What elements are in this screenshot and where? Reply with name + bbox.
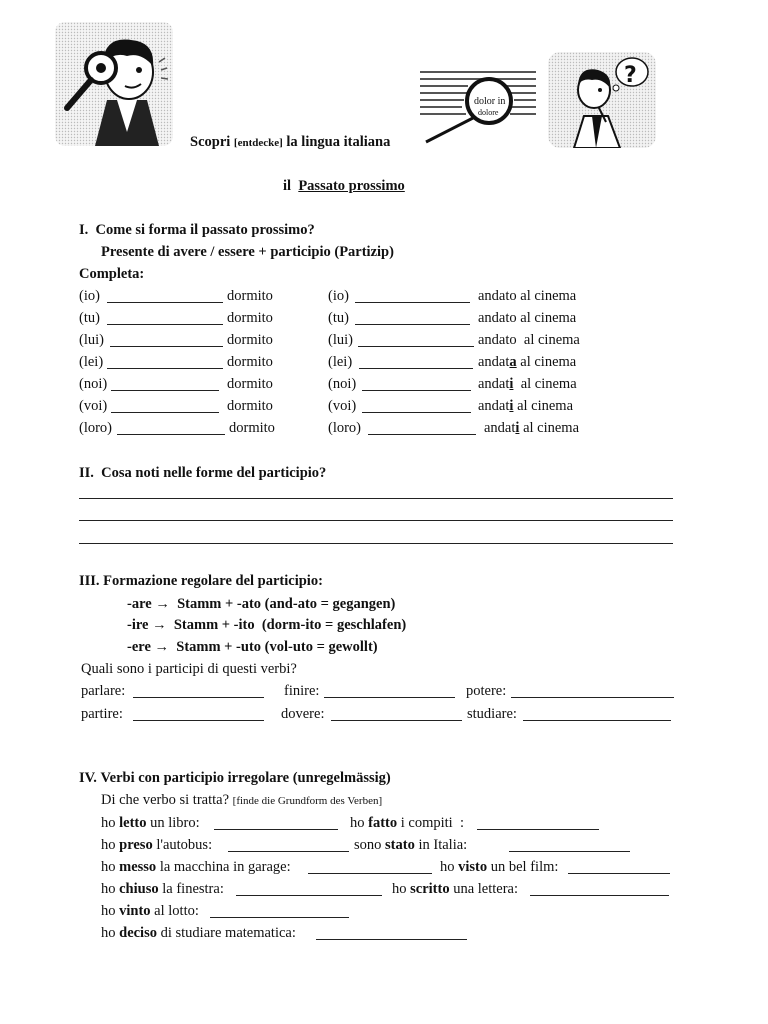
irregular-rest: una lettera: bbox=[453, 881, 519, 897]
right-verb-ending: i bbox=[515, 420, 520, 436]
left-verb: dormito bbox=[227, 398, 273, 414]
right-blank[interactable] bbox=[362, 390, 471, 391]
irregular-aux: ho bbox=[101, 815, 116, 831]
right-pronoun: (voi) bbox=[328, 398, 357, 414]
section4-question-note: [finde die Grundform des Verben] bbox=[232, 795, 383, 807]
svg-text:?: ? bbox=[624, 63, 637, 88]
right-verb-rest: al cinema bbox=[516, 354, 577, 370]
right-verb-stem: andat bbox=[478, 354, 510, 370]
right-verb-stem: andato bbox=[478, 332, 517, 348]
left-blank[interactable] bbox=[111, 412, 219, 413]
magnified-text-illustration bbox=[418, 66, 540, 148]
irregular-blank[interactable] bbox=[568, 873, 670, 874]
right-blank[interactable] bbox=[355, 324, 470, 325]
irregular-item bbox=[101, 881, 224, 898]
answer-line-1[interactable] bbox=[79, 498, 673, 499]
section3-question: Quali sono i participi di questi verbi? bbox=[81, 661, 297, 677]
irregular-rest: un libro: bbox=[150, 815, 200, 831]
irregular-rest: la macchina in garage: bbox=[159, 859, 291, 875]
left-pronoun: (lui) bbox=[79, 332, 104, 348]
left-blank[interactable] bbox=[117, 434, 225, 435]
verb-studiare-blank[interactable] bbox=[523, 720, 671, 721]
thinking-boy-illustration bbox=[548, 52, 656, 148]
verb-potere-label: potere: bbox=[466, 683, 507, 699]
right-blank[interactable] bbox=[362, 412, 471, 413]
section1-heading: I. Come si forma il passato prossimo? bbox=[79, 222, 315, 238]
verb-partire-label: partire: bbox=[81, 706, 123, 722]
left-blank[interactable] bbox=[107, 368, 223, 369]
irregular-participle: preso bbox=[119, 837, 153, 853]
irregular-blank[interactable] bbox=[477, 829, 599, 830]
answer-line-2[interactable] bbox=[79, 520, 673, 521]
left-blank[interactable] bbox=[107, 302, 223, 303]
right-blank[interactable] bbox=[358, 346, 474, 347]
verb-dovere-label: dovere: bbox=[281, 706, 325, 722]
left-blank[interactable] bbox=[110, 346, 223, 347]
right-pronoun: (loro) bbox=[328, 420, 362, 436]
irregular-aux: ho bbox=[350, 815, 365, 831]
irregular-participle: scritto bbox=[410, 881, 450, 897]
irregular-participle: messo bbox=[119, 859, 157, 875]
left-verb: dormito bbox=[227, 354, 273, 370]
irregular-aux: ho bbox=[101, 903, 116, 919]
section1-subheading: Presente di avere / essere + participio (Partizip) bbox=[101, 244, 394, 260]
right-verb-rest: al cinema bbox=[513, 398, 574, 414]
left-pronoun: (lei) bbox=[79, 354, 104, 370]
irregular-aux: ho bbox=[101, 925, 116, 941]
right-blank[interactable] bbox=[368, 434, 476, 435]
verb-studiare-label: studiare: bbox=[467, 706, 517, 722]
right-verb-stem: andat bbox=[478, 376, 510, 392]
irregular-item bbox=[101, 837, 212, 854]
header-rest: la lingua italiana bbox=[286, 134, 391, 150]
right-verb-stem: andato bbox=[478, 310, 517, 326]
irregular-item bbox=[101, 815, 200, 832]
rule-ere: -ere → Stamm + -uto (vol-uto = gewollt) bbox=[127, 639, 378, 655]
right-verb-rest: al cinema bbox=[513, 376, 577, 392]
rule-are: -are → Stamm + -ato (and-ato = gegangen) bbox=[127, 596, 396, 612]
irregular-blank[interactable] bbox=[308, 873, 432, 874]
right-verb-ending: a bbox=[509, 354, 517, 370]
irregular-participle: visto bbox=[458, 859, 488, 875]
left-verb: dormito bbox=[227, 376, 273, 392]
right-verb-stem: andat bbox=[478, 398, 510, 414]
section4-question-text: Di che verbo si tratta? bbox=[101, 792, 230, 808]
irregular-rest: l'autobus: bbox=[156, 837, 213, 853]
irregular-aux: ho bbox=[101, 859, 116, 875]
section4-question bbox=[101, 792, 382, 809]
irregular-aux: ho bbox=[101, 881, 116, 897]
irregular-item bbox=[392, 881, 518, 898]
subtitle-passato-prossimo: Passato prossimo bbox=[298, 178, 405, 194]
verb-partire-blank[interactable] bbox=[133, 720, 264, 721]
irregular-blank[interactable] bbox=[228, 851, 349, 852]
irregular-blank[interactable] bbox=[214, 829, 338, 830]
irregular-aux: sono bbox=[354, 837, 382, 853]
verb-dovere-blank[interactable] bbox=[331, 720, 462, 721]
left-pronoun: (voi) bbox=[79, 398, 108, 414]
right-blank[interactable] bbox=[359, 368, 473, 369]
verb-finire-label: finire: bbox=[284, 683, 320, 699]
left-verb: dormito bbox=[227, 310, 273, 326]
right-verb-rest: al cinema bbox=[516, 332, 580, 348]
right-pronoun: (lui) bbox=[328, 332, 353, 348]
completa-label: Completa: bbox=[79, 266, 145, 282]
magnified-snippet: dolor in bbox=[474, 96, 506, 107]
irregular-blank[interactable] bbox=[210, 917, 349, 918]
irregular-aux: ho bbox=[440, 859, 455, 875]
irregular-item bbox=[101, 859, 291, 876]
answer-line-3[interactable] bbox=[79, 543, 673, 544]
irregular-participle: fatto bbox=[368, 815, 398, 831]
irregular-blank[interactable] bbox=[509, 851, 630, 852]
section3-heading: III. Formazione regolare del participio: bbox=[79, 573, 323, 589]
section2-heading: II. Cosa noti nelle forme del participio? bbox=[79, 465, 327, 481]
irregular-item bbox=[350, 815, 464, 832]
irregular-rest: i compiti : bbox=[400, 815, 464, 831]
right-pronoun: (io) bbox=[328, 288, 349, 304]
right-verb bbox=[478, 310, 576, 327]
subtitle-il: il bbox=[283, 178, 292, 194]
irregular-participle: chiuso bbox=[119, 881, 159, 897]
right-verb bbox=[478, 376, 577, 393]
verb-parlare-label: parlare: bbox=[81, 683, 126, 699]
right-pronoun: (noi) bbox=[328, 376, 357, 392]
left-verb: dormito bbox=[229, 420, 275, 436]
irregular-item bbox=[101, 903, 199, 920]
left-pronoun: (loro) bbox=[79, 420, 113, 436]
right-pronoun: (tu) bbox=[328, 310, 349, 326]
right-verb-rest: al cinema bbox=[516, 310, 577, 326]
left-pronoun: (io) bbox=[79, 288, 100, 304]
irregular-participle: deciso bbox=[119, 925, 157, 941]
irregular-participle: stato bbox=[385, 837, 415, 853]
verb-parlare-blank[interactable] bbox=[133, 697, 264, 698]
irregular-rest: un bel film: bbox=[490, 859, 559, 875]
irregular-item bbox=[101, 925, 296, 942]
rule-ire: -ire → Stamm + -ito (dorm-ito = geschlafen) bbox=[127, 617, 407, 633]
detective-illustration bbox=[55, 22, 173, 146]
right-verb bbox=[484, 420, 579, 437]
right-verb-rest: al cinema bbox=[516, 288, 577, 304]
right-verb bbox=[478, 398, 573, 415]
irregular-aux: ho bbox=[101, 837, 116, 853]
section4-heading: IV. Verbi con participio irregolare (unregelmässig) bbox=[79, 770, 391, 786]
header-scopri: Scopri bbox=[190, 134, 231, 150]
irregular-blank[interactable] bbox=[530, 895, 669, 896]
right-verb bbox=[478, 354, 576, 371]
left-blank[interactable] bbox=[111, 390, 219, 391]
irregular-rest: in Italia: bbox=[418, 837, 468, 853]
right-pronoun: (lei) bbox=[328, 354, 353, 370]
right-verb-ending: i bbox=[509, 398, 514, 414]
irregular-rest: la finestra: bbox=[162, 881, 224, 897]
left-pronoun: (tu) bbox=[79, 310, 100, 326]
irregular-blank[interactable] bbox=[316, 939, 467, 940]
page-subtitle bbox=[283, 178, 405, 195]
header-title bbox=[190, 134, 390, 151]
irregular-participle: vinto bbox=[119, 903, 151, 919]
header-entdecke: [entdecke] bbox=[233, 137, 283, 149]
irregular-rest: al lotto: bbox=[154, 903, 199, 919]
irregular-blank[interactable] bbox=[236, 895, 382, 896]
right-verb bbox=[478, 332, 580, 349]
verb-finire-blank[interactable] bbox=[324, 697, 455, 698]
irregular-participle: letto bbox=[119, 815, 147, 831]
irregular-item bbox=[354, 837, 467, 854]
left-pronoun: (noi) bbox=[79, 376, 108, 392]
left-blank[interactable] bbox=[107, 324, 223, 325]
right-verb-stem: andato bbox=[478, 288, 517, 304]
verb-potere-blank[interactable] bbox=[511, 697, 674, 698]
right-verb-stem: andat bbox=[484, 420, 516, 436]
irregular-item bbox=[440, 859, 558, 876]
right-verb bbox=[478, 288, 576, 305]
left-verb: dormito bbox=[227, 288, 273, 304]
magnified-snippet-2: dolore bbox=[478, 108, 499, 117]
right-verb-rest: al cinema bbox=[519, 420, 580, 436]
right-verb-ending: i bbox=[509, 376, 514, 392]
right-blank[interactable] bbox=[355, 302, 470, 303]
irregular-rest: di studiare matematica: bbox=[160, 925, 296, 941]
irregular-aux: ho bbox=[392, 881, 407, 897]
left-verb: dormito bbox=[227, 332, 273, 348]
